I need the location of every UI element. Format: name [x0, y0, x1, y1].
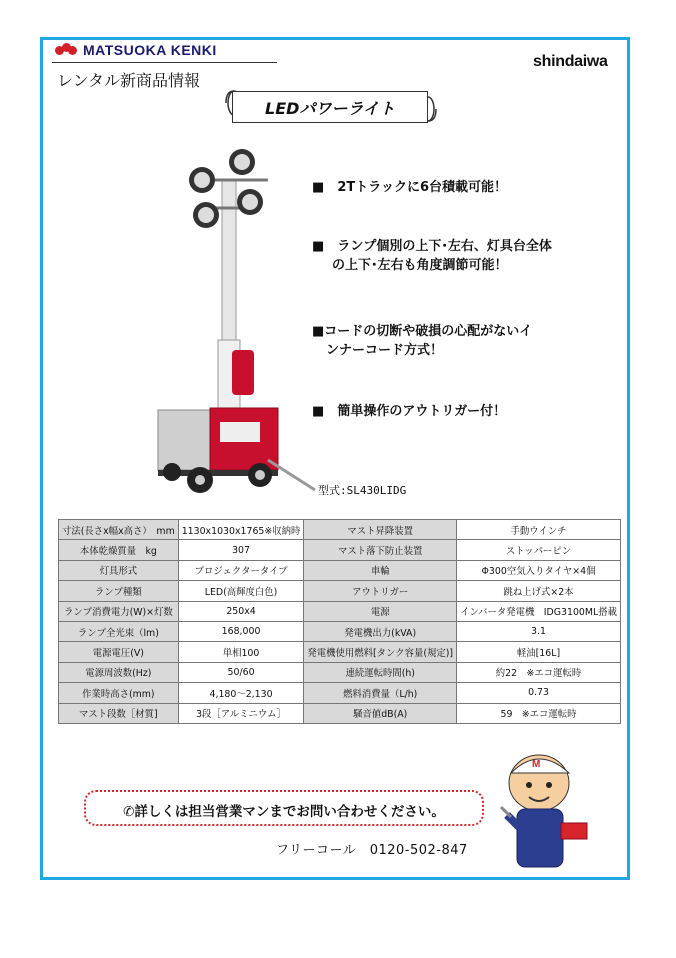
page-subtitle: レンタル新商品情報: [57, 71, 200, 90]
spec-label-cell: 燃料消費量（L/h): [304, 683, 457, 703]
spec-label-cell: 作業時高さ(mm): [59, 683, 179, 703]
spec-label-cell: ランプ全光束（lm): [59, 621, 179, 641]
spec-value-cell: Φ300空気入りタイヤ×4個: [457, 560, 621, 580]
spec-value-cell: 約22 ※エコ運転時: [457, 662, 621, 682]
brand-mark-icon: [55, 43, 77, 57]
spec-value-cell: インバータ発電機 IDG3100ML搭載: [457, 601, 621, 621]
spec-label-cell: 電源周波数(Hz): [59, 662, 179, 682]
scroll-body: [232, 91, 428, 123]
spec-value-cell: 3段［アルミニウム］: [178, 703, 304, 723]
spec-value-cell: 手動ウインチ: [457, 520, 621, 540]
spec-value-cell: 1130x1030x1765※収納時: [178, 520, 304, 540]
spec-value-cell: 跳ね上げ式×2本: [457, 581, 621, 601]
spec-row: [59, 662, 621, 682]
spec-label-cell: 灯具形式: [59, 560, 179, 580]
spec-row: [59, 621, 621, 641]
feature-1: ■ 2Tトラックに6台積載可能！: [312, 180, 508, 195]
spec-label-cell: 発電機出力(kVA): [304, 621, 457, 641]
phone-icon: ✆: [123, 804, 135, 820]
spec-value-cell: プロジェクタータイプ: [178, 560, 304, 580]
spec-label-cell: マスト昇降装置: [304, 520, 457, 540]
spec-value-cell: 250x4: [178, 601, 304, 621]
spec-label-cell: 本体乾燥質量 kg: [59, 540, 179, 560]
spec-label-cell: マスト落下防止装置: [304, 540, 457, 560]
feature-3: ■コードの切断や破損の心配がないイ ンナーコード方式！: [312, 324, 533, 358]
spec-table: [58, 519, 621, 724]
spec-label-cell: 車輪: [304, 560, 457, 580]
spec-value-cell: 59 ※エコ運転時: [457, 703, 621, 723]
spec-label-cell: ランプ種類: [59, 581, 179, 601]
spec-row: [59, 560, 621, 580]
spec-value-cell: 軽油[16L]: [457, 642, 621, 662]
spec-value-cell: LED(高輝度白色): [178, 581, 304, 601]
spec-value-cell: 168,000: [178, 621, 304, 641]
contact-message: ✆詳しくは担当営業マンまでお問い合わせください。: [123, 804, 445, 820]
spec-value-cell: 単相100: [178, 642, 304, 662]
brand-name: MATSUOKA KENKI: [83, 42, 217, 58]
spec-value-cell: 307: [178, 540, 304, 560]
feature-2: ■ ランプ個別の上下･左右、灯具台全体 の上下･左右も角度調節可能！: [312, 239, 552, 273]
spec-row: [59, 683, 621, 703]
spec-row: [59, 581, 621, 601]
spec-row: [59, 601, 621, 621]
spec-label-cell: ランプ消費電力(W)×灯数: [59, 601, 179, 621]
title-scroll: [222, 83, 442, 129]
spec-label-cell: 寸法(長さx幅x高さ） mm: [59, 520, 179, 540]
model-number: 型式:SL430LIDG: [318, 484, 407, 497]
brand-logo: [55, 42, 217, 58]
mascot-illustration: [487, 745, 597, 873]
spec-label-cell: アウトリガー: [304, 581, 457, 601]
maker-logo: shindaiwa: [533, 53, 608, 70]
free-call-number[interactable]: フリーコール 0120-502-847: [276, 843, 468, 858]
header-rule: [52, 62, 277, 63]
spec-value-cell: 4,180～2,130: [178, 683, 304, 703]
spec-label-cell: 騒音値dB(A): [304, 703, 457, 723]
spec-row: [59, 642, 621, 662]
spec-value-cell: 0.73: [457, 683, 621, 703]
spec-label-cell: 連続運転時間(h): [304, 662, 457, 682]
spec-row: [59, 703, 621, 723]
led-light-tower-image: [150, 140, 320, 495]
spec-label-cell: 発電機使用燃料[タンク容量(規定)]: [304, 642, 457, 662]
spec-label-cell: 電源: [304, 601, 457, 621]
spec-row: [59, 540, 621, 560]
spec-value-cell: 3.1: [457, 621, 621, 641]
spec-label-cell: 電源電圧(V): [59, 642, 179, 662]
spec-row: [59, 520, 621, 540]
spec-value-cell: 50/60: [178, 662, 304, 682]
svg-text:M: M: [532, 759, 541, 770]
feature-4: ■ 簡単操作のアウトリガー付！: [312, 404, 507, 419]
spec-value-cell: ストッパーピン: [457, 540, 621, 560]
product-title: LEDパワーライト: [265, 99, 395, 118]
spec-label-cell: マスト段数［材質]: [59, 703, 179, 723]
contact-box: [84, 790, 484, 826]
